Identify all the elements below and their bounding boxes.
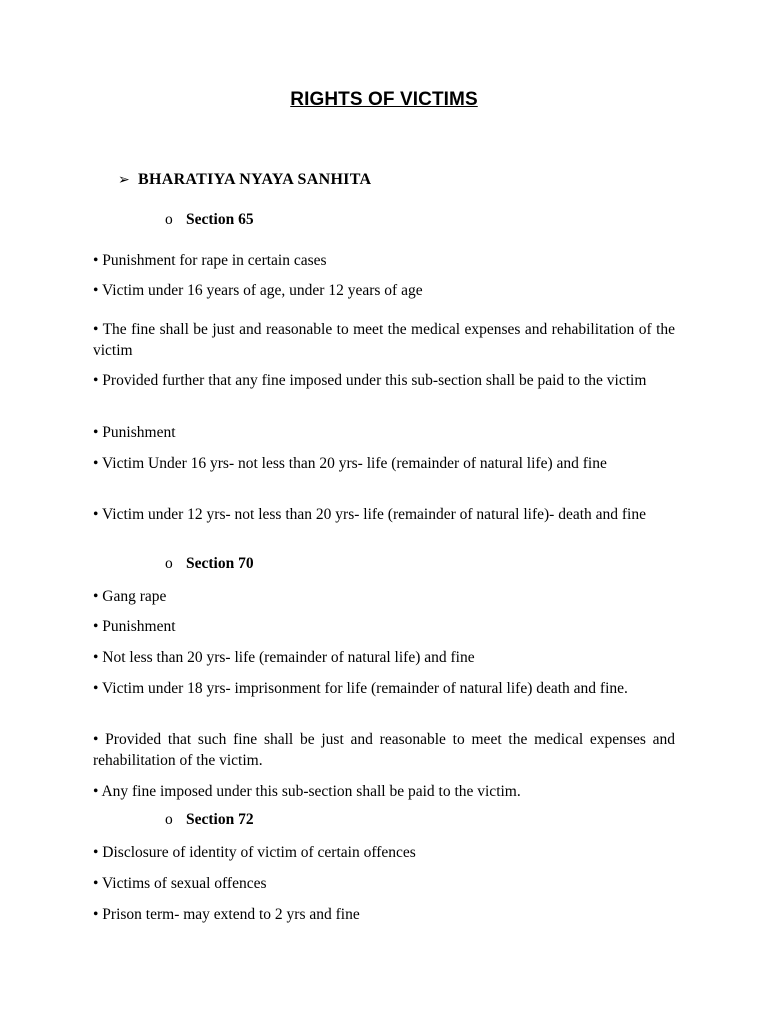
- section-label: Section 72: [186, 811, 254, 828]
- circle-bullet-icon: o: [165, 211, 173, 228]
- list-item: • Victim under 12 yrs- not less than 20 yrs- life (remainder of natural life)- death and fine: [93, 506, 646, 523]
- list-item: • The fine shall be just and reasonable to meet the medical expenses and rehabilitation of the victim: [93, 321, 675, 359]
- section-heading: [165, 211, 254, 229]
- list-item: • Prison term- may extend to 2 yrs and fine: [93, 906, 360, 923]
- circle-bullet-icon: o: [165, 811, 173, 828]
- circle-bullet-icon: o: [165, 555, 173, 572]
- section-heading: [165, 555, 254, 573]
- list-item: • Any fine imposed under this sub-section shall be paid to the victim.: [93, 783, 521, 800]
- list-item: • Punishment: [93, 424, 176, 441]
- act-heading-text: BHARATIYA NYAYA SANHITA: [138, 171, 372, 188]
- list-item: • Victim under 18 yrs- imprisonment for life (remainder of natural life) death and fine.: [93, 680, 628, 697]
- list-item: • Provided that such fine shall be just and reasonable to meet the medical expenses and rehabilitation of the victim.: [93, 731, 675, 769]
- list-item: • Gang rape: [93, 588, 167, 605]
- list-item: • Punishment for rape in certain cases: [93, 252, 327, 269]
- list-item: • Provided further that any fine imposed under this sub-section shall be paid to the victim: [93, 372, 647, 389]
- list-item: • Disclosure of identity of victim of certain offences: [93, 844, 416, 861]
- list-item: • Victim under 16 years of age, under 12 years of age: [93, 282, 423, 299]
- page-title: RIGHTS OF VICTIMS: [290, 89, 478, 110]
- act-heading: [118, 171, 371, 189]
- list-item: • Punishment: [93, 618, 176, 635]
- list-item: • Victims of sexual offences: [93, 875, 267, 892]
- section-label: Section 70: [186, 555, 254, 572]
- section-label: Section 65: [186, 211, 254, 228]
- list-item: • Victim Under 16 yrs- not less than 20 yrs- life (remainder of natural life) and fine: [93, 455, 607, 472]
- arrow-bullet-icon: ➢: [118, 173, 131, 188]
- list-item: • Not less than 20 yrs- life (remainder of natural life) and fine: [93, 649, 475, 666]
- section-heading: [165, 811, 254, 829]
